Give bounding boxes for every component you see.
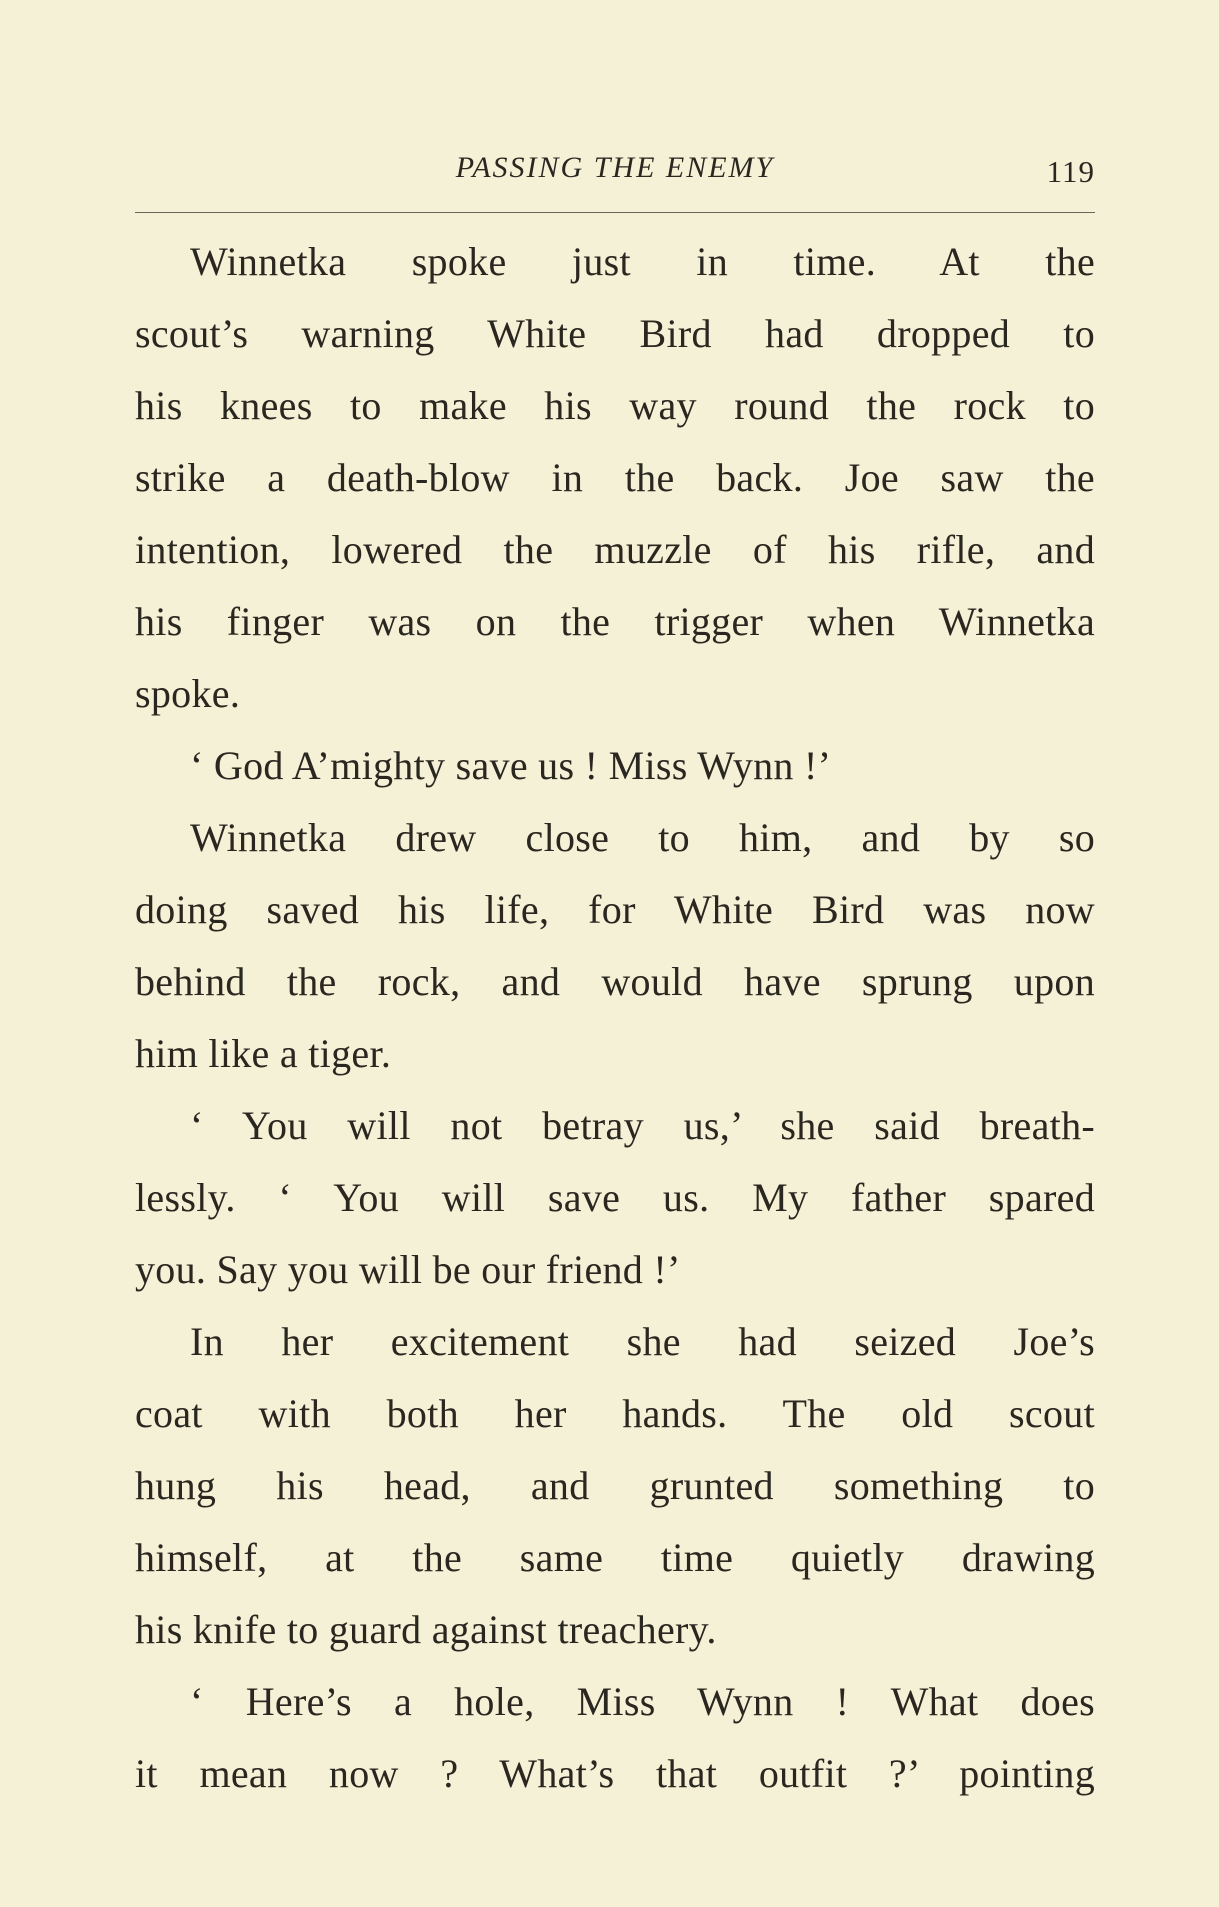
text-line: his knife to guard against treachery. (135, 1607, 717, 1652)
text-line: it mean now ? What’s that outfit ?’ pointing (135, 1751, 1095, 1796)
header-rule (135, 212, 1095, 213)
text-line: In her excitement she had seized Joe’s (190, 1319, 1095, 1364)
text-line: Winnetka spoke just in time. At the (190, 239, 1095, 284)
text-line: hung his head, and grunted something to (135, 1463, 1095, 1508)
text-line: coat with both her hands. The old scout (135, 1391, 1095, 1436)
text-line: ‘ God A’mighty save us ! Miss Wynn !’ (190, 743, 832, 788)
page-number: 119 (1046, 154, 1095, 189)
page-header (135, 148, 1095, 198)
text-line: ‘ Here’s a hole, Miss Wynn ! What does (190, 1679, 1095, 1724)
text-line: ‘ You will not betray us,’ she said breath- (190, 1103, 1095, 1148)
text-line: behind the rock, and would have sprung upon (135, 959, 1095, 1004)
text-line: doing saved his life, for White Bird was now (135, 887, 1095, 932)
text-line: his knees to make his way round the rock to (135, 383, 1095, 428)
text-line: his finger was on the trigger when Winnetka (135, 599, 1095, 644)
text-line: you. Say you will be our friend !’ (135, 1247, 681, 1292)
body-text (135, 226, 1095, 1810)
text-line: intention, lowered the muzzle of his rifle, and (135, 527, 1095, 572)
text-line: spoke. (135, 671, 241, 716)
text-line: Winnetka drew close to him, and by so (190, 815, 1095, 860)
running-title: PASSING THE ENEMY (455, 151, 775, 184)
text-line: lessly. ‘ You will save us. My father spared (135, 1175, 1095, 1220)
text-line: scout’s warning White Bird had dropped to (135, 311, 1095, 356)
text-line: himself, at the same time quietly drawing (135, 1535, 1095, 1580)
text-line: strike a death-blow in the back. Joe saw the (135, 455, 1095, 500)
text-line: him like a tiger. (135, 1031, 392, 1076)
